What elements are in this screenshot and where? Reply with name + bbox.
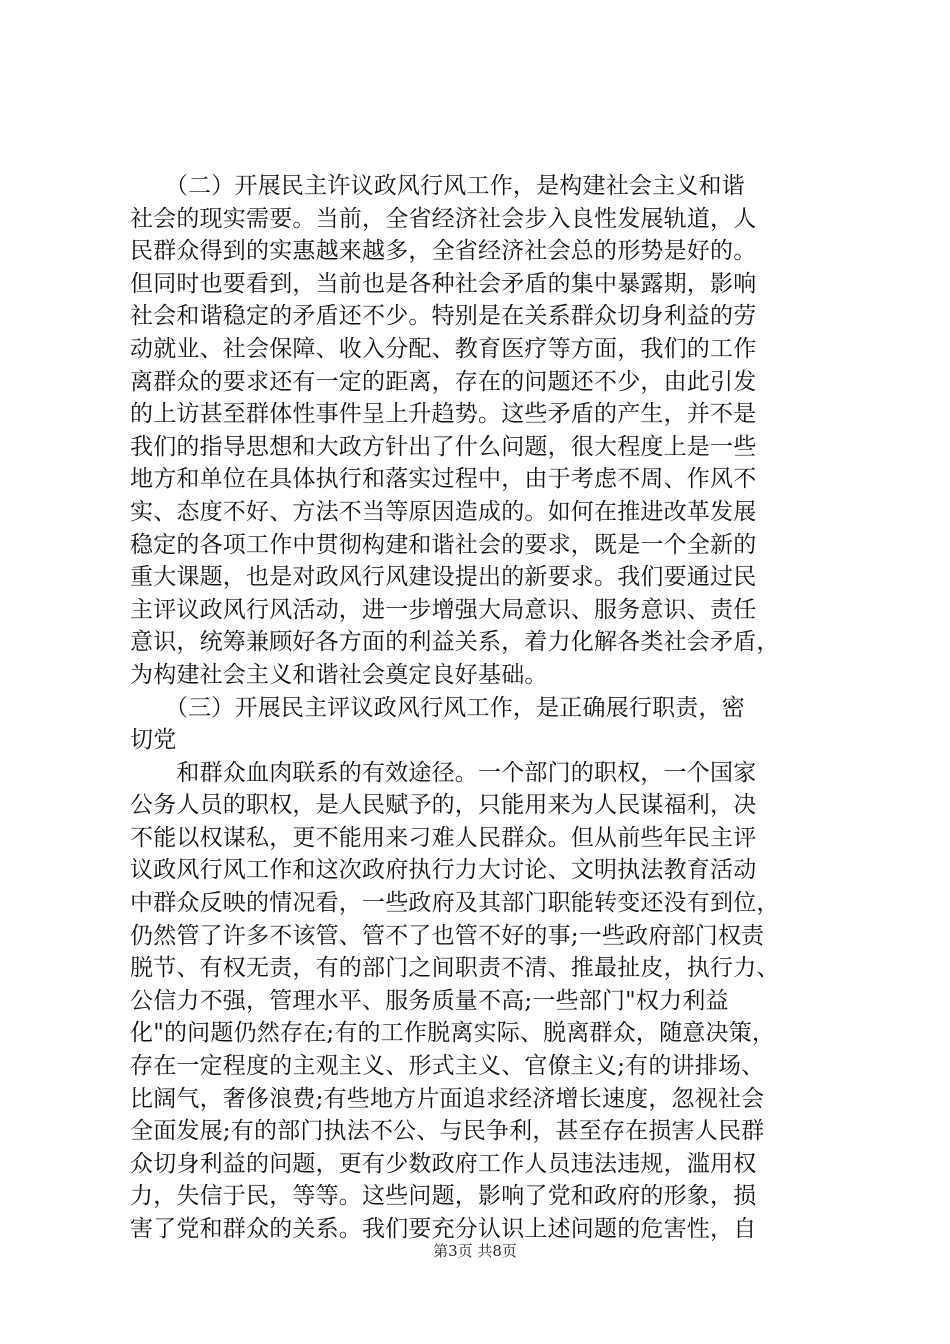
text-line: 脱节、有权无责，有的部门之间职责不清、推最扯皮，执行力、 [130,955,780,982]
page-footer: 第3页 共8页 [433,1242,517,1260]
text-line: 议政风行风工作和这次政府执行力大讨论、文明执法教育活动 [130,857,757,884]
text-line: 化"的问题仍然存在;有的工作脱离实际、脱离群众，随意决策， [130,1020,776,1047]
text-line: 仍然管了许多不该管、管不了也管不好的事;一些政府部门权责 [130,922,765,949]
text-line: 社会和谐稳定的矛盾还不少。特别是在关系群众切身利益的劳 [130,303,757,330]
text-line: 主评议政风行风活动，进一步增强大局意识、服务意识、责任 [130,596,757,623]
text-line: 为构建社会主义和谐社会奠定良好基础。 [130,661,548,688]
text-line: 众切身利益的问题，更有少数政府工作人员违法违规，滥用权 [130,1150,757,1177]
text-line: 公信力不强，管理水平、服务质量不高;一些部门"权力利益 [130,987,729,1014]
text-line: （二）开展民主许议政风行风工作，是构建社会主义和谐 [130,173,745,199]
text-line: 民群众得到的实惠越来越多，全省经济社会总的形势是好的。 [130,238,757,265]
text-line: 意识，统筹兼顾好各方面的利益关系，着力化解各类社会矛盾， [130,629,780,656]
text-line: 切党 [130,727,177,754]
document-body [130,170,830,1246]
text-line: 全面发展;有的部门执法不公、与民争利，甚至存在损害人民群 [130,1118,765,1145]
text-line: 中群众反映的情况看，一些政府及其部门职能转变还没有到位， [130,890,780,917]
text-line: （三）开展民主评议政风行风工作，是正确展行职责，密 [130,694,745,721]
text-line: 稳定的各项工作中贯彻构建和谐社会的要求，既是一个全新的 [130,531,757,558]
text-line: 比阔气，奢侈浪费;有些地方片面追求经济增长速度，忽视社会 [130,1085,765,1112]
text-line: 重大课题，也是对政风行风建设提出的新要求。我们要通过民 [130,564,757,591]
text-line: 地方和单位在具体执行和落实过程中，由于考虑不周、作风不 [130,466,757,493]
text-line: 但同时也要看到，当前也是各种社会矛盾的集中暴露期，影响 [130,270,757,297]
text-line: 害了党和群众的关系。我们要充分认识上述问题的危害性，自 [130,1216,757,1242]
text-line: 不能以权谋私，更不能用来刁难人民群众。但从前些年民主评 [130,824,757,851]
text-line: 公务人员的职权，是人民赋予的，只能用来为人民谋福利，决 [130,792,757,819]
text-line: 动就业、社会保障、收入分配、教育医疗等方面，我们的工作 [130,335,757,362]
text-line: 和群众血肉联系的有效途径。一个部门的职权，一个国家 [130,759,757,786]
text-line: 我们的指导思想和大政方针出了什么问题，很大程度上是一些 [130,433,757,460]
text-line: 存在一定程度的主观主义、形式主义、官僚主义;有的讲排场、 [130,1053,765,1080]
text-line: 实、态度不好、方法不当等原因造成的。如何在推进改革发展 [130,498,757,525]
text-line: 力，失信于民，等等。这些问题，影响了党和政府的形象，损 [130,1183,757,1210]
text-line: 离群众的要求还有一定的距离，存在的问题还不少，由此引发 [130,368,757,395]
text-line: 的上访甚至群体性事件呈上升趋势。这些矛盾的产生，并不是 [130,401,757,428]
text-line: 社会的现实需要。当前，全省经济社会步入良性发展轨道，人 [130,205,757,232]
